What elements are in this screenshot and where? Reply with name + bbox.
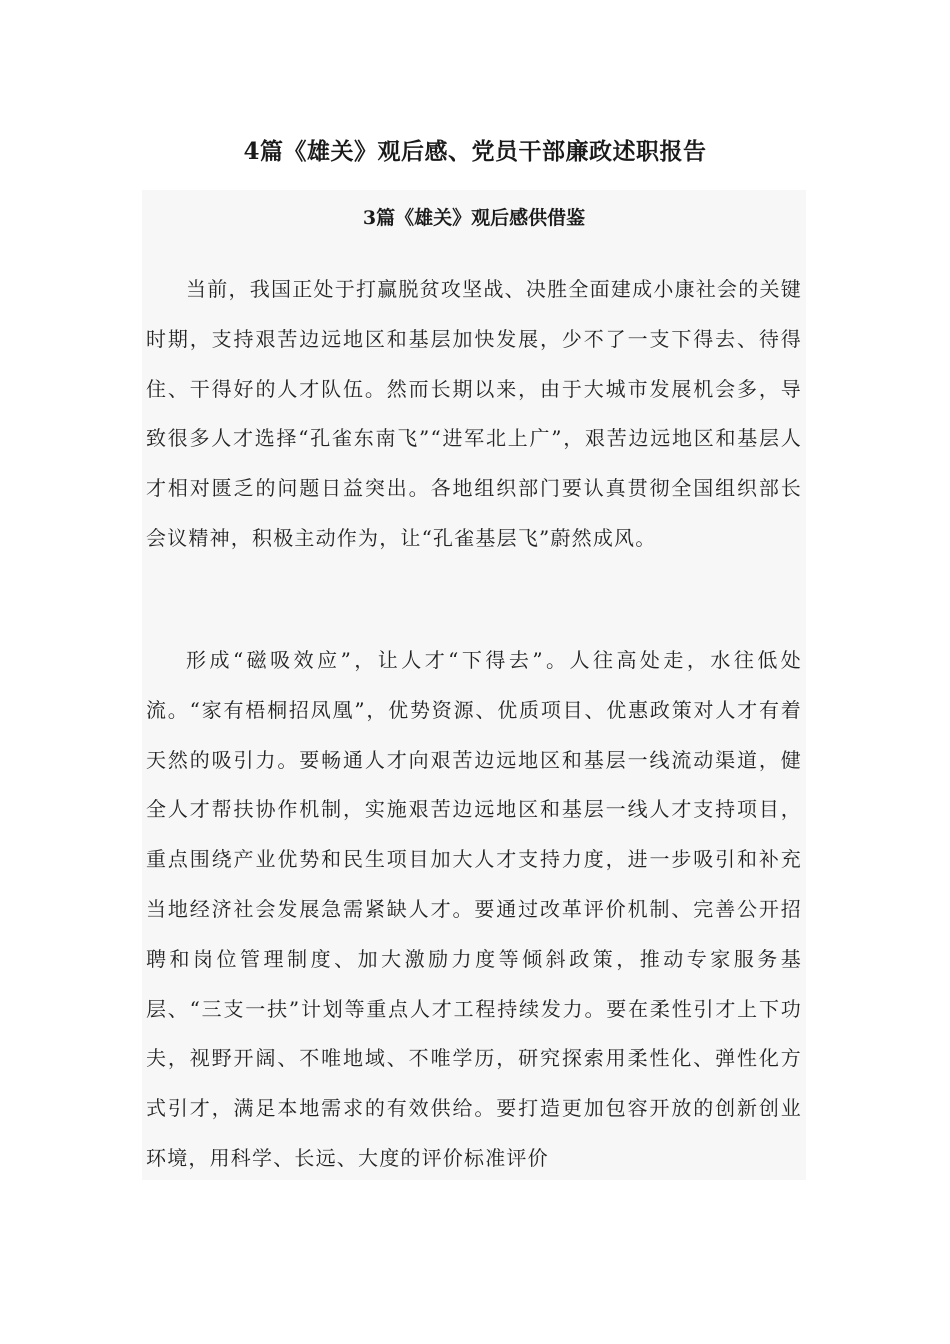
paragraph-1: 当前，我国正处于打赢脱贫攻坚战、决胜全面建成小康社会的关键时期，支持艰苦边远地区和基层加快发展，少不了一支下得去、待得住、干得好的人才队伍。然而长期以来，由于大城市发展机会多，导致很多人才选择“孔雀东南飞”“进军北上广”，艰苦边远地区和基层人才相对匮乏的问题日益突出。各地组织部门要认真贯彻全国组织部长会议精神，积极主动作为，让“孔雀基层飞”蔚然成风。 — [146, 277, 802, 550]
document-title: 4篇《雄关》观后感、党员干部廉政述职报告 — [243, 138, 707, 165]
section-title: 3篇《雄关》观后感供借鉴 — [362, 207, 586, 229]
content-block — [142, 190, 806, 1180]
paragraph-2: 形成“磁吸效应”，让人才“下得去”。人往高处走，水往低处流。“家有梧桐招凤凰”，优势资源、优质项目、优惠政策对人才有着天然的吸引力。要畅通人才向艰苦边远地区和基层一线流动渠道，健全人才帮扶协作机制，实施艰苦边远地区和基层一线人才支持项目，重点围绕产业优势和民生项目加大人才支持力度，进一步吸引和补充当地经济社会发展急需紧缺人才。要通过改革评价机制、完善公开招聘和岗位管理制度、加大激励力度等倾斜政策，推动专家服务基层、“三支一扶”计划等重点人才工程持续发力。要在柔性引才上下功夫，视野开阔、不唯地域、不唯学历，研究探索用柔性化、弹性化方式引才，满足本地需求的有效供给。要打造更加包容开放的创新创业环境，用科学、长远、大度的评价标准评价 — [146, 648, 802, 1170]
